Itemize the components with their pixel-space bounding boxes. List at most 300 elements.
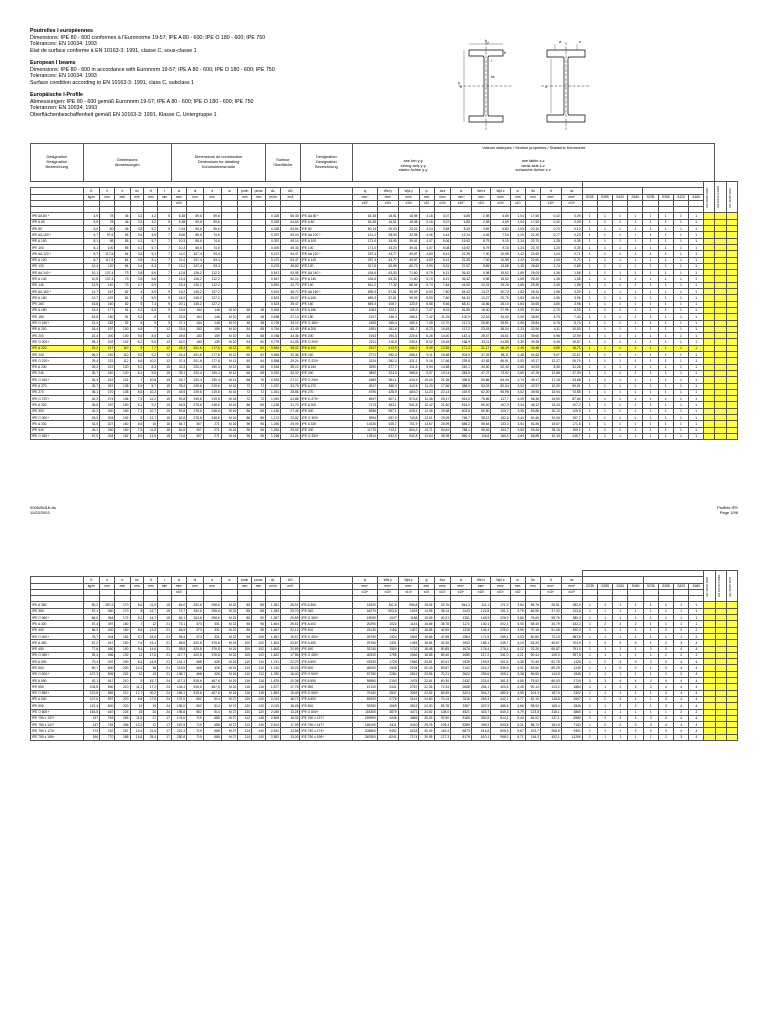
profile-value: 220,4 bbox=[187, 364, 204, 370]
class-value: 1 bbox=[628, 615, 643, 621]
class-value: 1 bbox=[689, 307, 704, 313]
profile-designation: IPE O 400+ bbox=[300, 633, 353, 639]
profile-value: 146 bbox=[203, 320, 221, 326]
section-property: 12,55 bbox=[434, 345, 451, 351]
header-static-values bbox=[353, 144, 715, 182]
profile-value: 360 bbox=[100, 608, 115, 614]
section-property: 282,3 bbox=[378, 358, 399, 364]
section-property: 4,77 bbox=[510, 696, 525, 702]
profile-designation: IPE O 500+ bbox=[300, 671, 353, 677]
profile-value: 190,4 bbox=[203, 364, 221, 370]
class-value: 4 bbox=[689, 715, 704, 721]
profile-value: M 10 bbox=[221, 314, 238, 320]
profile-designation: IPE O 180+ bbox=[300, 320, 353, 326]
profile-value: 2,013 bbox=[265, 696, 280, 702]
section-property: 0,42 bbox=[541, 213, 562, 219]
class-value: 1 bbox=[658, 333, 673, 339]
section-property: 29,76 bbox=[419, 722, 434, 728]
section-property: 1500 bbox=[377, 646, 398, 652]
profile-value: 152 bbox=[115, 414, 130, 420]
class-value: 1 bbox=[597, 358, 612, 364]
class-value: 1 bbox=[689, 333, 704, 339]
profile-value: 11,5 bbox=[144, 427, 158, 433]
profile-value: 2,045 bbox=[265, 709, 280, 715]
section-property: 614,1 bbox=[491, 715, 510, 721]
class-value: 1 bbox=[673, 213, 688, 219]
profile-value: 82 bbox=[115, 301, 130, 307]
profile-value: 4,2 bbox=[144, 213, 158, 219]
intro-en-line: Surface condition according to EN 10163-3: 1991, class C, subclass 1 bbox=[30, 79, 195, 86]
profile-value: 364 bbox=[100, 615, 115, 621]
class-value: 1 bbox=[582, 659, 597, 665]
section-property: 4,38 bbox=[510, 671, 525, 677]
col-multiplier: x10 bbox=[510, 589, 525, 595]
class-value: 1 bbox=[628, 358, 643, 364]
profile-value: 13,24 bbox=[281, 709, 300, 715]
profile-value: M 24 bbox=[221, 640, 238, 646]
class-value: 1 bbox=[658, 408, 673, 414]
section-property: 4471 bbox=[398, 709, 419, 715]
profile-value: 96 bbox=[238, 627, 252, 633]
class-value: 1 bbox=[643, 396, 658, 402]
class-value: 3 bbox=[658, 665, 673, 671]
section-property: 13,71 bbox=[419, 427, 434, 433]
section-property: 193,9 bbox=[471, 659, 490, 665]
section-property: 214,2 bbox=[471, 665, 490, 671]
class-value: 1 bbox=[658, 709, 673, 715]
profile-value: 15,5 bbox=[144, 633, 158, 639]
col-unit: mm² bbox=[171, 583, 186, 589]
col-symbol: Avz bbox=[434, 577, 451, 583]
profile-value: 1,877 bbox=[265, 684, 280, 690]
profile-designation: IPE 750 x 196+ bbox=[300, 734, 353, 740]
class-value: 1 bbox=[582, 389, 597, 395]
profile-value: 5,9 bbox=[144, 295, 158, 301]
section-property: 8175 bbox=[451, 734, 472, 740]
profile-value: 610 bbox=[100, 709, 115, 715]
profile-value: 268 bbox=[115, 734, 130, 740]
section-property: 9994 bbox=[353, 414, 378, 420]
profile-value: 562 bbox=[187, 703, 204, 709]
class-value: 1 bbox=[597, 408, 612, 414]
section-property: 116,3 bbox=[525, 734, 540, 740]
section-property: 15,05 bbox=[419, 615, 434, 621]
profile-value: 3,6 bbox=[130, 232, 144, 238]
profile-value: 8 bbox=[130, 608, 144, 614]
profile-value: 426 bbox=[203, 659, 221, 665]
class-value: 1 bbox=[689, 257, 704, 263]
class-value: 1 bbox=[673, 414, 688, 420]
profile-value: 96,4 bbox=[171, 633, 186, 639]
profile-value: 18,8 bbox=[83, 314, 100, 320]
profile-value: 21 bbox=[158, 633, 172, 639]
section-property: 1,42 bbox=[510, 251, 525, 257]
class-value: 1 bbox=[628, 408, 643, 414]
class-value: 1 bbox=[658, 602, 673, 608]
steel-grade: S460 bbox=[689, 583, 704, 589]
section-property: 341,0 bbox=[491, 652, 510, 658]
class-value: 1 bbox=[582, 326, 597, 332]
footer-left bbox=[30, 505, 56, 515]
section-property: 50,41 bbox=[434, 659, 451, 665]
profile-value: 49,07 bbox=[281, 295, 300, 301]
class-value: 1 bbox=[673, 282, 688, 288]
section-property: 277,7 bbox=[378, 364, 399, 370]
availability-cell bbox=[704, 433, 715, 439]
section-property: 239,8 bbox=[451, 358, 472, 364]
section-property: 16,66 bbox=[419, 621, 434, 627]
class-value: 2 bbox=[613, 640, 628, 646]
section-property: 17,60 bbox=[525, 213, 540, 219]
profile-value: 48 bbox=[252, 307, 266, 313]
col-multiplier: x10 bbox=[419, 200, 434, 206]
table-row bbox=[31, 734, 738, 740]
profile-value: 48 bbox=[252, 320, 266, 326]
profile-value: 3,8 bbox=[130, 226, 144, 232]
profile-value: 7 bbox=[158, 263, 172, 269]
section-property: 62,20 bbox=[472, 389, 491, 395]
section-property: 30,81 bbox=[434, 427, 451, 433]
class-value: 1 bbox=[598, 703, 613, 709]
class-value: 1 bbox=[613, 414, 628, 420]
class-value: 1 bbox=[643, 352, 658, 358]
section-property: 56,36 bbox=[525, 396, 540, 402]
profile-value: 357,6 bbox=[100, 602, 115, 608]
profile-value: 32,0 bbox=[172, 339, 187, 345]
class-value: 1 bbox=[643, 615, 658, 621]
profile-value: 9 bbox=[144, 320, 158, 326]
class-value: 1 bbox=[689, 320, 704, 326]
class-value: 1 bbox=[689, 402, 704, 408]
section-property: 8356 bbox=[353, 408, 378, 414]
profile-value: 26,91 bbox=[281, 602, 300, 608]
col-unit: mm bbox=[525, 583, 540, 589]
profile-value: 15 bbox=[158, 402, 172, 408]
profile-value: 182 bbox=[100, 320, 115, 326]
profile-value: 12 bbox=[158, 352, 172, 358]
class-value: 1 bbox=[628, 652, 643, 658]
profile-value: 506 bbox=[100, 671, 115, 677]
section-property: 49,87 bbox=[398, 257, 419, 263]
section-property: 12,99 bbox=[561, 333, 582, 339]
section-property: 90,14 bbox=[525, 684, 540, 690]
intro-de bbox=[30, 92, 440, 118]
col-symbol: ø bbox=[221, 188, 238, 194]
class-value: 1 bbox=[628, 244, 643, 250]
section-property: 199,1 bbox=[561, 427, 582, 433]
section-property: 10,53 bbox=[561, 326, 582, 332]
section-property: 68,89 bbox=[525, 433, 540, 439]
profile-value: 753 bbox=[100, 715, 115, 721]
class-value: 1 bbox=[628, 633, 643, 639]
section-property: 41,64 bbox=[525, 352, 540, 358]
profile-value: 91 bbox=[115, 314, 130, 320]
class-value: 1 bbox=[582, 621, 597, 627]
section-property: 82920 bbox=[352, 696, 377, 702]
section-property: 9,16 bbox=[419, 358, 434, 364]
section-property: 29,76 bbox=[434, 602, 451, 608]
profile-value: 15,7 bbox=[144, 678, 158, 684]
class-value: 1 bbox=[582, 219, 597, 225]
profile-value: 11,5 bbox=[130, 715, 144, 721]
col-symbol: r bbox=[158, 577, 172, 583]
profile-value: 177,6 bbox=[203, 352, 221, 358]
profile-value: 1,353 bbox=[265, 608, 280, 614]
section-property: 127,3 bbox=[434, 734, 451, 740]
section-property: 49,87 bbox=[398, 251, 419, 257]
class-value: 1 bbox=[628, 213, 643, 219]
profile-value: 0,848 bbox=[266, 352, 281, 358]
col-multiplier: x10² bbox=[171, 589, 186, 595]
class-value: 1 bbox=[673, 370, 688, 376]
section-property: 3,60 bbox=[541, 301, 562, 307]
class-value: 1 bbox=[613, 244, 628, 250]
profile-value: 1,037 bbox=[266, 383, 281, 389]
profile-value: 307 bbox=[187, 427, 204, 433]
section-property: 153,7 bbox=[491, 427, 510, 433]
section-property: 745,7 bbox=[451, 414, 472, 420]
class-value: 4 bbox=[674, 728, 689, 734]
section-property: 321,1 bbox=[398, 358, 419, 364]
profile-value: 30,7 bbox=[83, 370, 100, 376]
profile-value: 42,3 bbox=[83, 396, 100, 402]
profile-value: 10,2 bbox=[144, 358, 158, 364]
profile-value: 7 bbox=[158, 257, 172, 263]
class-value: 1 bbox=[689, 621, 704, 627]
class-value: 4 bbox=[658, 684, 673, 690]
col-symbol: Iy bbox=[353, 188, 378, 194]
profile-designation: IPE 220 bbox=[300, 352, 353, 358]
profile-value: 0,858 bbox=[266, 358, 281, 364]
profile-value: 107,3 bbox=[83, 671, 100, 677]
section-property: 30,49 bbox=[419, 728, 434, 734]
class-value: 1 bbox=[597, 326, 612, 332]
col-symbol: G bbox=[83, 188, 100, 194]
section-property: 335,9 bbox=[491, 665, 510, 671]
profile-value: 0,547 bbox=[266, 276, 281, 282]
class-value: 1 bbox=[613, 251, 628, 257]
class-value: 1 bbox=[674, 602, 689, 608]
profile-value: 3,8 bbox=[130, 257, 144, 263]
profile-value: 1,268 bbox=[266, 433, 281, 439]
profile-value: 92,4 bbox=[83, 652, 100, 658]
profile-value: 9,2 bbox=[144, 352, 158, 358]
col-multiplier: x10⁴ bbox=[451, 589, 472, 595]
class-value: 4 bbox=[674, 665, 689, 671]
section-property: 7,45 bbox=[419, 320, 434, 326]
profile-value: 23,5 bbox=[172, 326, 187, 332]
profile-designation: IPE O 330+ bbox=[300, 433, 353, 439]
section-property: 20,12 bbox=[541, 408, 562, 414]
profile-value: 15,4 bbox=[83, 307, 100, 313]
section-property: 14,00 bbox=[434, 333, 451, 339]
col-symbol: Iz bbox=[451, 188, 472, 194]
profile-value: 10,5 bbox=[83, 276, 100, 282]
profile-value: 21 bbox=[158, 621, 172, 627]
section-property: 6,53 bbox=[419, 295, 434, 301]
class-value: 1 bbox=[582, 232, 597, 238]
section-property: 19,25 bbox=[491, 282, 510, 288]
profile-value: M 10 bbox=[221, 320, 238, 326]
profile-value: 75,7 bbox=[83, 633, 100, 639]
profile-value: 5 bbox=[158, 219, 172, 225]
section-property: 158,1 bbox=[471, 640, 490, 646]
class-value: 1 bbox=[689, 352, 704, 358]
class-value: 1 bbox=[673, 352, 688, 358]
profile-value: 202 bbox=[100, 339, 115, 345]
section-property: 37,25 bbox=[472, 352, 491, 358]
section-property: 5,44 bbox=[510, 715, 525, 721]
profile-value: 24 bbox=[158, 696, 172, 702]
profile-value: 42,70 bbox=[281, 282, 300, 288]
class-value: 1 bbox=[613, 339, 628, 345]
profile-value: 9 bbox=[130, 678, 144, 684]
profile-value: 120 bbox=[252, 703, 266, 709]
class-value: 3 bbox=[658, 690, 673, 696]
profile-value: 88 bbox=[252, 608, 266, 614]
class-value: 1 bbox=[613, 282, 628, 288]
section-property: 105,4 bbox=[434, 722, 451, 728]
col-multiplier: x10⁹ bbox=[561, 589, 582, 595]
section-property: 5,79 bbox=[472, 238, 491, 244]
section-property: 82,69 bbox=[434, 690, 451, 696]
col-symbol: b bbox=[115, 188, 130, 194]
profile-value: 49,14 bbox=[281, 238, 300, 244]
class-value: 1 bbox=[628, 377, 643, 383]
section-property: 130,1 bbox=[471, 621, 490, 627]
availability-cell bbox=[715, 433, 726, 439]
profile-designation: IPE A 330 bbox=[31, 421, 84, 427]
class-value: 1 bbox=[658, 307, 673, 313]
profile-designation: IPE AA 100 * bbox=[31, 232, 84, 238]
section-property: 84,40 bbox=[491, 377, 510, 383]
class-value: 2 bbox=[628, 703, 643, 709]
col-unit: mm bbox=[187, 194, 204, 200]
section-property: 268,9 bbox=[540, 728, 561, 734]
class-value: 1 bbox=[597, 251, 612, 257]
class-value: 4 bbox=[658, 722, 673, 728]
section-property: 7,43 bbox=[561, 314, 582, 320]
class-value: 1 bbox=[658, 301, 673, 307]
section-property: 3224 bbox=[451, 690, 472, 696]
profile-designation: IPE 180 bbox=[31, 314, 84, 320]
profile-value: 64 bbox=[115, 263, 130, 269]
profile-value: 25,1 bbox=[83, 339, 100, 345]
profile-value: 21,3 bbox=[83, 320, 100, 326]
col-unit: m²/t bbox=[281, 194, 300, 200]
section-property: 10,63 bbox=[434, 326, 451, 332]
profile-designation: IPE A 400 bbox=[300, 621, 353, 627]
profile-value: 9,7 bbox=[130, 633, 144, 639]
class-value: 3 bbox=[658, 703, 673, 709]
profile-value: 15 bbox=[158, 370, 172, 376]
profile-value: 4,3 bbox=[130, 307, 144, 313]
profile-value: 60 bbox=[238, 358, 252, 364]
section-property: 116,4 bbox=[434, 728, 451, 734]
col-symbol: tf bbox=[144, 577, 158, 583]
section-property: 5289 bbox=[451, 722, 472, 728]
section-property: 1494 bbox=[398, 640, 419, 646]
section-property: 3,55 bbox=[510, 427, 525, 433]
section-property: 4,55 bbox=[510, 678, 525, 684]
class-value: 1 bbox=[658, 289, 673, 295]
profile-value: 23,70 bbox=[281, 608, 300, 614]
section-property: 47,26 bbox=[525, 370, 540, 376]
class-value: 1 bbox=[673, 276, 688, 282]
profile-value: 12,9 bbox=[83, 282, 100, 288]
section-property: 76,60 bbox=[525, 615, 540, 621]
class-value: 3 bbox=[613, 715, 628, 721]
profile-value: 2,508 bbox=[265, 715, 280, 721]
class-value: 3 bbox=[689, 671, 704, 677]
profile-value: 212 bbox=[115, 690, 130, 696]
profile-value: 34,3 bbox=[83, 377, 100, 383]
section-property: 161,6 bbox=[378, 326, 399, 332]
col-multiplier: x10⁹ bbox=[561, 200, 582, 206]
class-value: 4 bbox=[674, 690, 689, 696]
section-property: 123,9 bbox=[398, 301, 419, 307]
section-property: 1505 bbox=[353, 320, 378, 326]
class-value: 1 bbox=[582, 383, 597, 389]
profile-value: 78 bbox=[100, 219, 115, 225]
intro-fr bbox=[30, 28, 440, 54]
class-value: 1 bbox=[582, 226, 597, 232]
section-property: 171,5 bbox=[561, 421, 582, 427]
profile-value: 29,4 bbox=[83, 358, 100, 364]
profile-value: 116 bbox=[238, 678, 252, 684]
profile-value: 102 bbox=[252, 640, 266, 646]
col-symbol: tf bbox=[144, 188, 158, 194]
class-value: 1 bbox=[689, 421, 704, 427]
profile-designation: IPE A 300 bbox=[300, 402, 353, 408]
profile-value: M 27 bbox=[221, 728, 238, 734]
profile-value: 112,2 bbox=[203, 276, 221, 282]
section-property: 4917 bbox=[353, 383, 378, 389]
header-weak-axis: axe faible z-z weak axis z-z schwache Achse z-z bbox=[515, 157, 551, 173]
section-property: 3,18 bbox=[419, 213, 434, 219]
profile-value: 26,2 bbox=[83, 364, 100, 370]
section-property: 142,4 bbox=[451, 333, 472, 339]
steel-grade: S460 bbox=[628, 194, 643, 200]
section-property: 51,89 bbox=[491, 339, 510, 345]
col-unit: m²/t bbox=[281, 583, 300, 589]
class-value: 1 bbox=[613, 213, 628, 219]
profile-value: 16,2 bbox=[172, 289, 187, 295]
class-value: 1 bbox=[582, 314, 597, 320]
ibeam-front-figure bbox=[459, 42, 513, 130]
profile-value: 107,4 bbox=[187, 257, 204, 263]
section-property: 16,66 bbox=[419, 633, 434, 639]
section-property: 434,6 bbox=[353, 270, 378, 276]
profile-value: 1,760 bbox=[265, 671, 280, 677]
profile-value: 55 bbox=[115, 238, 130, 244]
profile-value: 73 bbox=[115, 276, 130, 282]
class-value: 1 bbox=[643, 314, 658, 320]
section-property: 1186 bbox=[398, 615, 419, 621]
profile-value: 15 bbox=[158, 377, 172, 383]
profile-value: 497 bbox=[100, 659, 115, 665]
class-value: 1 bbox=[628, 402, 643, 408]
class-value: 1 bbox=[628, 289, 643, 295]
profile-value: 53,8 bbox=[172, 396, 187, 402]
profile-value: 1,367 bbox=[265, 615, 280, 621]
profile-value: 719 bbox=[187, 715, 204, 721]
profile-value: M 16 bbox=[221, 383, 238, 389]
class-value: 1 bbox=[582, 690, 597, 696]
section-property: 87,81 bbox=[378, 289, 399, 295]
class-value: 1 bbox=[597, 213, 612, 219]
section-property: 301,6 bbox=[491, 659, 510, 665]
